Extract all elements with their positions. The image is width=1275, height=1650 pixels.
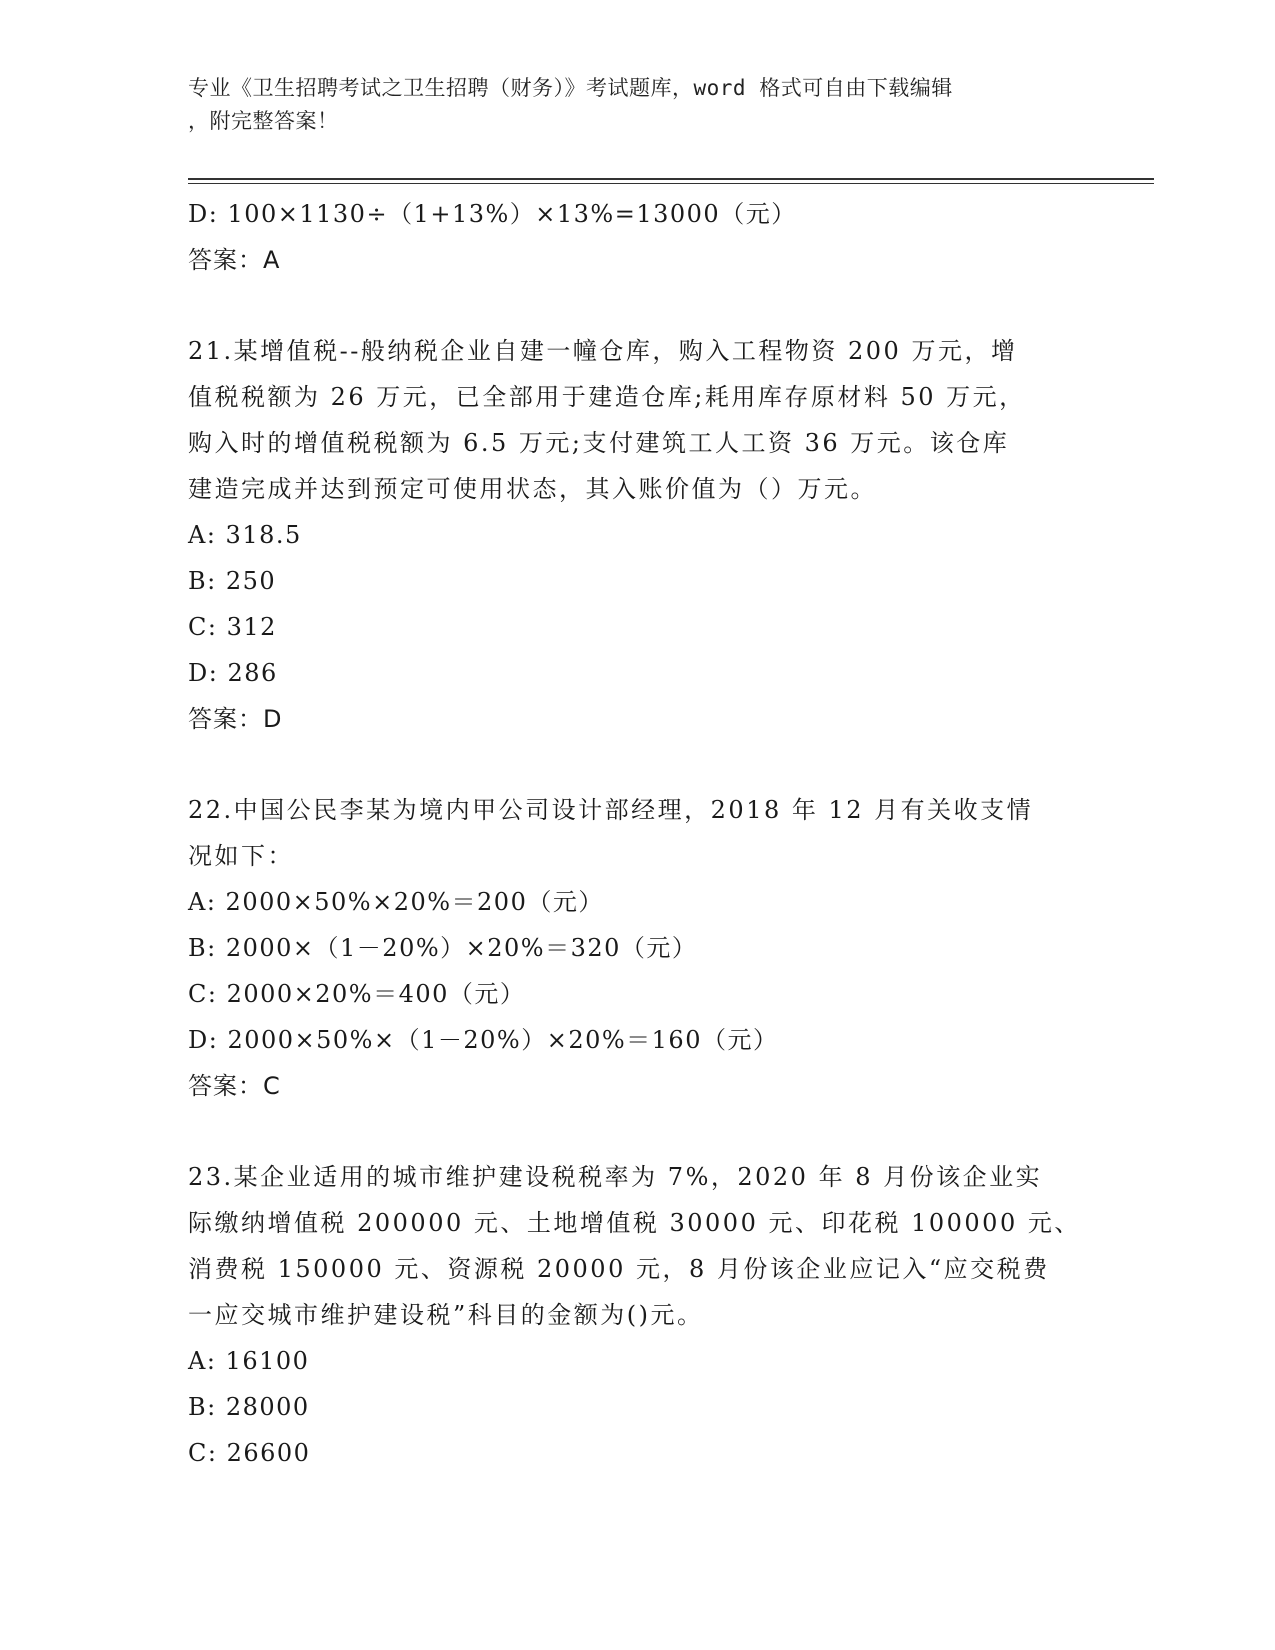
question-23	[188, 1154, 1088, 1476]
spacer	[188, 283, 1088, 328]
document-body	[188, 191, 1088, 1476]
question-22	[188, 787, 1088, 1109]
question-21-option-c: C: 312	[188, 613, 277, 641]
document-header	[188, 72, 1068, 138]
question-22-line-2: 况如下：	[188, 842, 294, 870]
question-21-line-1: 21.某增值税--般纳税企业自建一幢仓库，购入工程物资 200 万元，增	[188, 337, 1018, 365]
prev-question-answer: 答案：A	[188, 246, 281, 274]
header-line-2: ，附完整答案！	[188, 109, 339, 133]
question-23-option-c: C: 26600	[188, 1439, 311, 1467]
question-23-line-1: 23.某企业适用的城市维护建设税税率为 7%，2020 年 8 月份该企业实	[188, 1163, 1043, 1191]
question-21-option-a: A: 318.5	[188, 521, 302, 549]
question-22-option-c: C: 2000×20%＝400（元）	[188, 980, 526, 1008]
spacer	[188, 742, 1088, 787]
question-23-line-2: 际缴纳增值税 200000 元、土地增值税 30000 元、印花税 100000 元、	[188, 1209, 1081, 1237]
question-23-line-4: 一应交城市维护建设税”科目的金额为()元。	[188, 1301, 704, 1329]
question-21-line-4: 建造完成并达到预定可使用状态，其入账价值为（）万元。	[188, 475, 877, 503]
question-22-option-b: B: 2000×（1－20%）×20%＝320（元）	[188, 934, 698, 962]
question-21-option-d: D: 286	[188, 659, 278, 687]
header-line-1: 专业《卫生招聘考试之卫生招聘（财务）》考试题库，word 格式可自由下载编辑	[188, 76, 953, 100]
question-22-answer: 答案：C	[188, 1072, 281, 1100]
question-21-line-2: 值税税额为 26 万元，已全部用于建造仓库;耗用库存原材料 50 万元，	[188, 383, 1026, 411]
question-23-option-a: A: 16100	[188, 1347, 310, 1375]
question-22-option-a: A: 2000×50%×20%＝200（元）	[188, 888, 604, 916]
question-22-option-d: D: 2000×50%×（1－20%）×20%＝160（元）	[188, 1026, 779, 1054]
question-21	[188, 328, 1088, 742]
header-divider-thin	[188, 183, 1154, 184]
question-21-line-3: 购入时的增值税税额为 6.5 万元;支付建筑工人工资 36 万元。该仓库	[188, 429, 1010, 457]
question-23-line-3: 消费税 150000 元、资源税 20000 元，8 月份该企业应记入“应交税费	[188, 1255, 1050, 1283]
question-22-line-1: 22.中国公民李某为境内甲公司设计部经理，2018 年 12 月有关收支情	[188, 796, 1034, 824]
question-21-option-b: B: 250	[188, 567, 277, 595]
prev-question-option-d: D: 100×1130÷（1+13%）×13%=13000（元）	[188, 200, 797, 228]
question-21-answer: 答案：D	[188, 705, 283, 733]
question-23-option-b: B: 28000	[188, 1393, 310, 1421]
spacer	[188, 1109, 1088, 1154]
header-divider	[188, 178, 1154, 180]
